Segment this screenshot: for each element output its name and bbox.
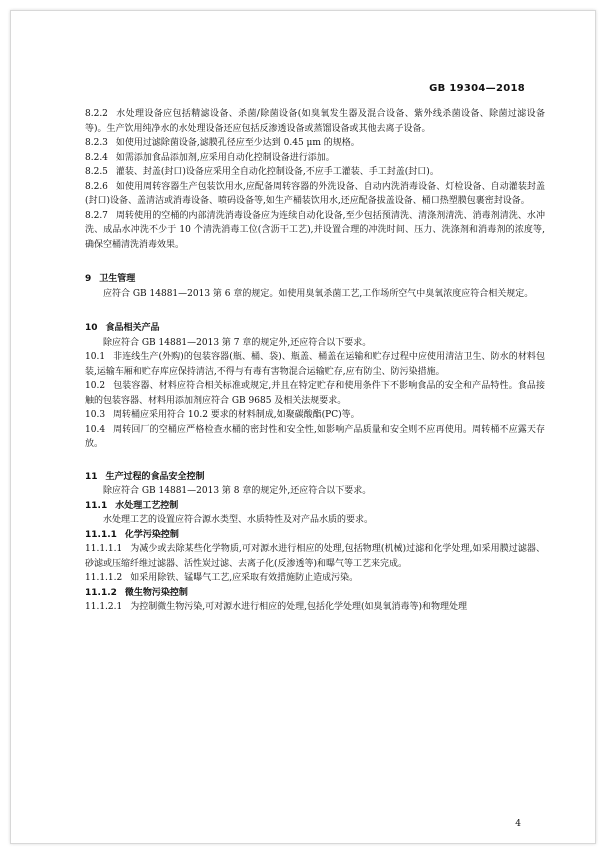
clause-text: 为减少或去除某些化学物质,可对源水进行相应的处理,包括物理(机械)过滤和化学处理,如采用膜过滤器、砂滤或压缩纤维过滤器、活性炭过滤、去离子化(反渗透等)和曝气等工艺来完成。 [85, 544, 545, 569]
clause-10-4 [85, 423, 545, 452]
clause-number: 11.1.1.2 [85, 573, 123, 583]
heading-title: 化学污染控制 [124, 529, 179, 540]
clause-8-2-7 [85, 209, 545, 253]
heading-number: 11.1.2 [85, 587, 117, 598]
section-9-text: 应符合 GB 14881—2013 第 6 章的规定。如使用臭氧杀菌工艺,工作场所空气中臭氧浓度应符合相关规定。 [103, 288, 534, 299]
clause-text: 为控制微生物污染,可对源水进行相应的处理,包括化学处理(如臭氧消毒等)和物理处理 [130, 602, 467, 612]
clause-number: 8.2.7 [85, 210, 108, 221]
clause-8-2-5 [85, 165, 545, 180]
heading-11-1 [85, 499, 545, 514]
clause-11-1-1-1 [85, 542, 545, 571]
page-number: 4 [515, 819, 521, 829]
heading-10 [85, 321, 545, 336]
clause-number: 10.3 [85, 410, 106, 420]
clause-text: 周转使用的空桶的内部清洗消毒设备应为连续自动化设备,至少包括预清洗、清涤剂清洗、消毒剂清洗、水冲洗、成品水冲洗不少于 10 个清洗消毒工位(含沥干工艺),并设置合理的冲洗时间、压力、洗涤剂和消毒剂的浓度等,确保空桶清洗消毒效果。 [85, 210, 545, 250]
clause-number: 8.2.2 [85, 109, 108, 119]
clause-10-3 [85, 408, 545, 423]
clause-text: 包装容器、材料应符合相关标准或规定,并且在特定贮存和使用条件下不影响食品的安全和产品特性。食品接触的包装容器、材料用添加剂应符合 GB 9685 及相关法规要求。 [85, 381, 545, 406]
clause-text: 水处理设备应包括精滤设备、杀菌/除菌设备(如臭氧发生器及混合设备、紫外线杀菌设备、除菌过滤设备等)。生产饮用纯净水的水处理设备还应包括反渗透设备或蒸馏设备或其他去离子设备。 [85, 109, 545, 134]
section-11-text: 除应符合 GB 14881—2013 第 8 章的规定外,还应符合以下要求。 [103, 486, 372, 496]
clause-number: 10.4 [85, 424, 106, 435]
section-11-1-text: 水处理工艺的设置应符合源水类型、水质特性及对产品水质的要求。 [103, 515, 374, 525]
heading-number: 10 [85, 323, 98, 333]
heading-title: 微生物污染控制 [124, 587, 188, 598]
heading-number: 11.1 [85, 500, 108, 511]
clause-10-2 [85, 379, 545, 408]
clause-text: 周转桶应采用符合 10.2 要求的材料制成,如聚碳酸酯(PC)等。 [113, 410, 360, 420]
clause-number: 8.2.6 [85, 181, 108, 192]
heading-11-1-1 [85, 528, 545, 543]
clause-number: 8.2.4 [85, 152, 108, 163]
clause-8-2-2 [85, 107, 545, 136]
clause-text: 如使用过滤除菌设备,滤膜孔径应至少达到 0.45 μm 的规格。 [115, 138, 360, 148]
heading-title: 卫生管理 [99, 274, 136, 284]
clause-number: 10.1 [85, 352, 106, 362]
heading-number: 11 [85, 471, 98, 482]
clause-8-2-4 [85, 151, 545, 166]
heading-11 [85, 470, 545, 485]
heading-title: 食品相关产品 [105, 323, 160, 333]
clause-number: 8.2.5 [85, 167, 108, 177]
clause-number: 10.2 [85, 381, 106, 391]
clause-8-2-6 [85, 180, 545, 209]
heading-title: 生产过程的食品安全控制 [105, 471, 205, 482]
document-body [85, 107, 545, 615]
heading-9 [85, 272, 545, 287]
heading-number: 11.1.1 [85, 529, 117, 540]
clause-text: 周转回厂的空桶应严格检查水桶的密封性和安全性,如影响产品质量和安全则不应再使用。周转桶不应露天存放。 [85, 424, 545, 449]
heading-11-1-2 [85, 586, 545, 601]
clause-number: 11.1.1.1 [85, 544, 123, 554]
document-page [10, 10, 596, 844]
heading-title: 水处理工艺控制 [115, 500, 179, 511]
clause-11-1-2-1 [85, 600, 545, 615]
standard-code: GB 19304—2018 [429, 83, 525, 94]
clause-number: 8.2.3 [85, 138, 108, 148]
clause-text: 如使用周转容器生产包装饮用水,应配备周转容器的外洗设备、自动内洗消毒设备、灯检设备、自动灌装封盖(封口)设备、盖清洁或消毒设备、喷码设备等,如生产桶装饮用水,还应配备拔盖设备、桶口热塑膜包裹密封设备。 [85, 181, 545, 206]
clause-10-1 [85, 350, 545, 379]
clause-number: 11.1.2.1 [85, 602, 123, 612]
clause-8-2-3 [85, 136, 545, 151]
clause-text: 如采用除铁、锰曝气工艺,应采取有效措施防止造成污染。 [130, 573, 359, 583]
clause-11-1-1-2 [85, 571, 545, 586]
section-10-text: 除应符合 GB 14881—2013 第 7 章的规定外,还应符合以下要求。 [103, 337, 372, 348]
clause-text: 非连线生产(外购)的包装容器(瓶、桶、袋)、瓶盖、桶盖在运输和贮存过程中应使用清洁卫生、防水的材料包装,运输车厢和贮存库应保持清洁,不得与有毒有害物混合运输贮存,应有防尘、防污染措施。 [85, 352, 545, 377]
clause-text: 如需添加食品添加剂,应采用自动化控制设备进行添加。 [115, 152, 335, 163]
clause-text: 灌装、封盖(封口)设备应采用全自动化控制设备,不应手工灌装、手工封盖(封口)。 [115, 167, 439, 177]
heading-number: 9 [85, 274, 92, 284]
